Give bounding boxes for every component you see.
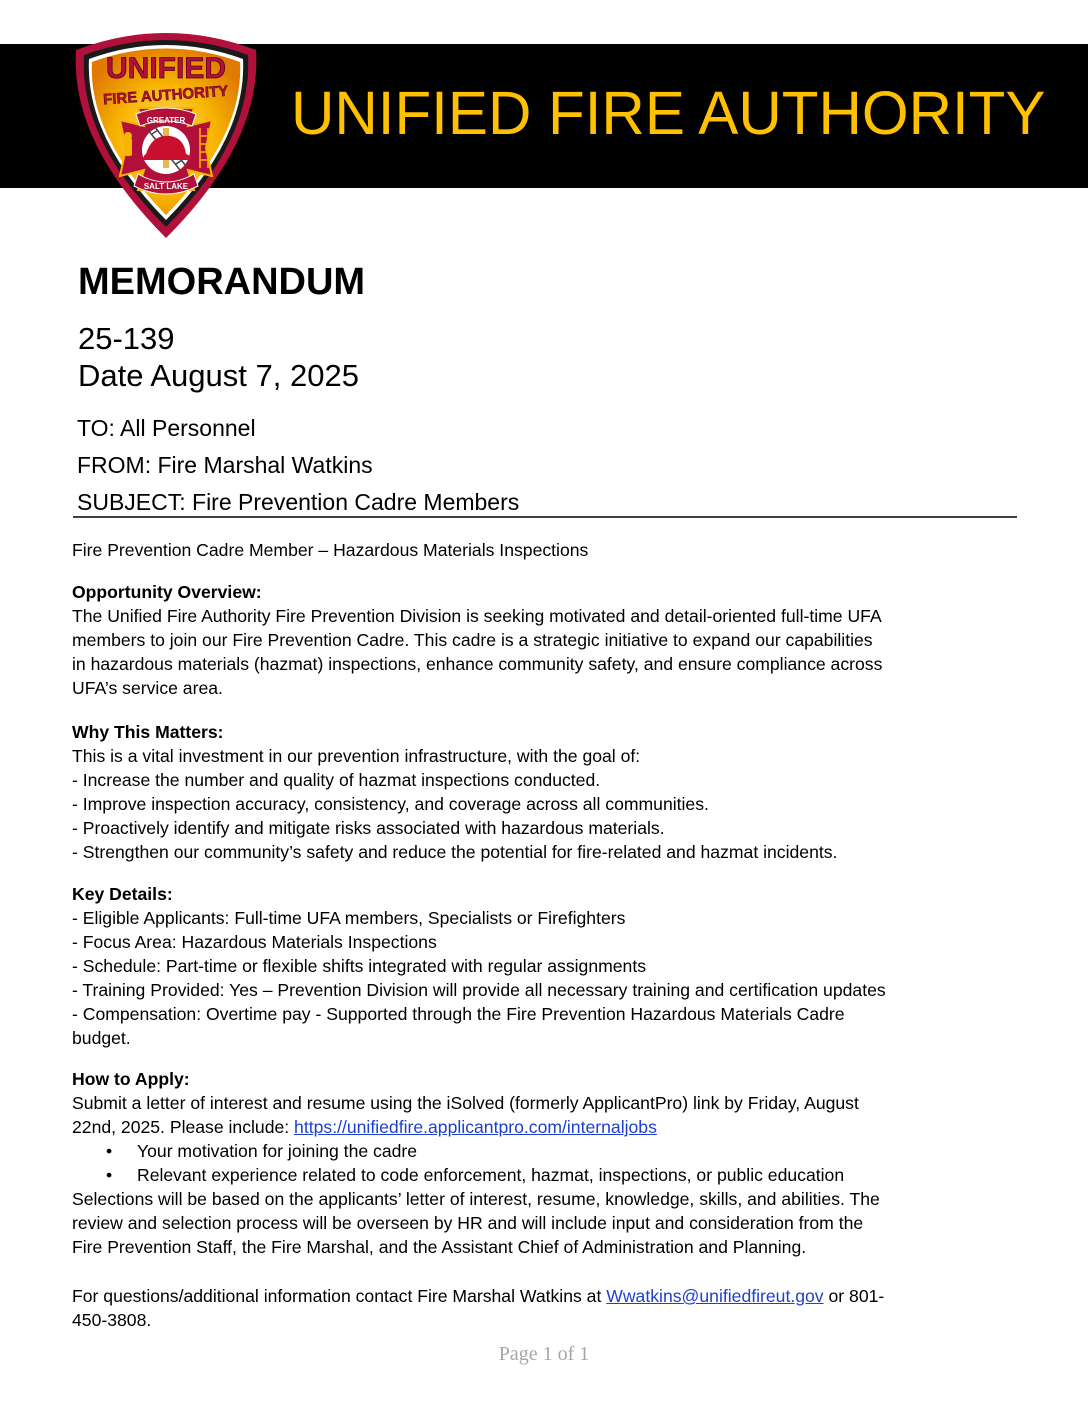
paragraph-line: Fire Prevention Staff, the Fire Marshal, and the Assistant Chief of Administration and Planning. [72,1237,807,1257]
organization-title: UNIFIED FIRE AUTHORITY [291,79,1046,147]
paragraph-line: UFA’s service area. [72,678,223,698]
section-contact [72,1284,1032,1332]
internal-jobs-link[interactable]: https://unifiedfire.applicantpro.com/internaljobs [294,1117,657,1137]
bullet-icon: • [106,1165,113,1185]
section-how-to-apply [72,1067,1032,1259]
section-why-this-matters [72,720,1032,864]
memo-to: TO: All Personnel [77,415,256,441]
paragraph-line: 22nd, 2025. Please include: https://unifiedfire.applicantpro.com/internaljobs [72,1117,657,1137]
section-heading: Key Details: [72,884,173,904]
section-key-details [72,882,1032,1050]
memo-number: 25-139 [78,321,175,356]
list-item: - Schedule: Part-time or flexible shifts integrated with regular assignments [72,956,647,976]
bullet-item: • Relevant experience related to code enforcement, hazmat, inspections, or public education [106,1165,845,1185]
email-link[interactable]: Wwatkins@unifiedfireut.gov [606,1286,824,1306]
paragraph-line: Selections will be based on the applicants’ letter of interest, resume, knowledge, skills, and abilities. The [72,1189,880,1209]
header-divider [73,516,1017,518]
list-item: - Compensation: Overtime pay - Supported through the Fire Prevention Hazardous Materials Cadre [72,1004,845,1024]
bullet-icon: • [106,1141,113,1161]
intro-title: Fire Prevention Cadre Member – Hazardous Materials Inspections [72,540,589,560]
list-item: - Focus Area: Hazardous Materials Inspections [72,932,437,952]
paragraph-line: This is a vital investment in our prevention infrastructure, with the goal of: [72,746,641,766]
logo-text-salt-lake: SALT LAKE [143,182,189,191]
paragraph-line: For questions/additional information contact Fire Marshal Watkins at Wwatkins@unifiedfireut.gov or 801- [72,1286,885,1306]
page-number: Page 1 of 1 [498,1343,590,1365]
list-item: - Improve inspection accuracy, consistency, and coverage across all communities. [72,794,709,814]
paragraph-line: The Unified Fire Authority Fire Prevention Division is seeking motivated and detail-oriented full-time UFA [72,606,882,626]
logo-text-greater: GREATER [146,116,186,125]
bullet-item: • Your motivation for joining the cadre [106,1141,418,1161]
memo-date: Date August 7, 2025 [78,358,359,393]
list-item: - Eligible Applicants: Full-time UFA members, Specialists or Firefighters [72,908,626,928]
list-item: budget. [72,1028,131,1048]
logo-text-unified: UNIFIED [106,52,226,85]
list-item: - Training Provided: Yes – Prevention Division will provide all necessary training and certification updates [72,980,886,1000]
memo-from: FROM: Fire Marshal Watkins [77,452,373,478]
list-item: - Increase the number and quality of hazmat inspections conducted. [72,770,601,790]
logo-text-fire-authority: FIRE AUTHORITY [102,82,229,109]
section-opportunity-overview [72,580,1032,700]
paragraph-line: review and selection process will be overseen by HR and will include input and consideration from the [72,1213,864,1233]
list-item: - Strengthen our community’s safety and reduce the potential for fire-related and hazmat incidents. [72,842,838,862]
paragraph-line: members to join our Fire Prevention Cadre. This cadre is a strategic initiative to expand our capabilities [72,630,873,650]
paragraph-line: Submit a letter of interest and resume using the iSolved (formerly ApplicantPro) link by Friday, August [72,1093,859,1113]
section-heading: How to Apply: [72,1069,190,1089]
memo-subject: SUBJECT: Fire Prevention Cadre Members [77,489,520,515]
paragraph-line: 450-3808. [72,1310,152,1330]
section-heading: Why This Matters: [72,722,224,742]
paragraph-line: in hazardous materials (hazmat) inspections, enhance community safety, and ensure compliance across [72,654,883,674]
ufa-shield-logo-icon [66,22,266,242]
memo-title: MEMORANDUM [78,261,366,303]
section-heading: Opportunity Overview: [72,582,262,602]
list-item: - Proactively identify and mitigate risks associated with hazardous materials. [72,818,665,838]
